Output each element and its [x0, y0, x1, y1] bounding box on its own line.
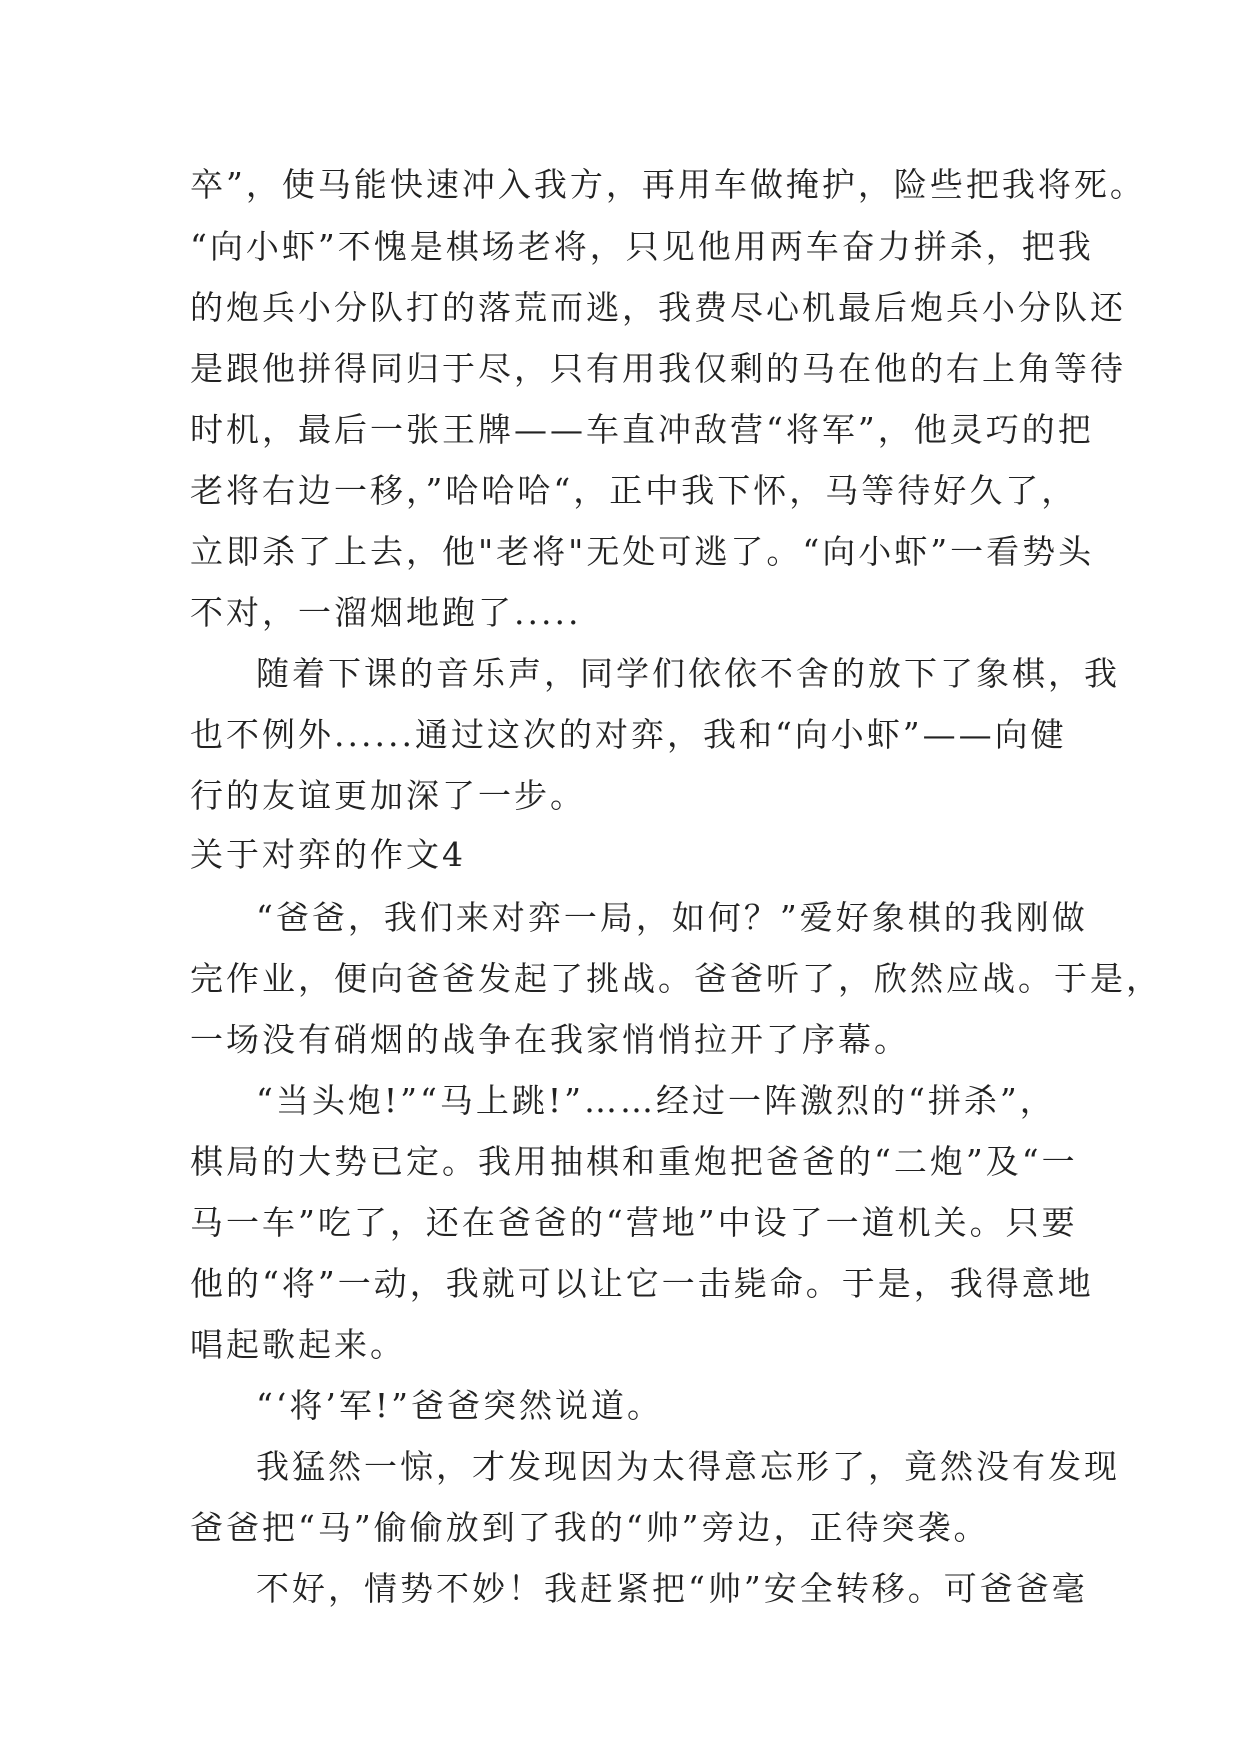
text-line: 行的友谊更加深了一步。 — [190, 776, 586, 815]
section-title: 关于对弈的作文4 — [190, 835, 466, 874]
text-line: “向小虾”不愧是棋场老将，只见他用两车奋力拼杀，把我 — [190, 227, 1094, 266]
text-line: 老将右边一移，”哈哈哈“，正中我下怀，马等待好久了， — [190, 471, 1078, 510]
paragraph-start-line: 我猛然一惊，才发现因为太得意忘形了，竟然没有发现 — [256, 1447, 1120, 1486]
text-line: 完作业，便向爸爸发起了挑战。爸爸听了，欣然应战。于是， — [190, 959, 1162, 998]
paragraph-start-line: “‘将’军!”爸爸突然说道。 — [256, 1386, 663, 1425]
text-line: 棋局的大势已定。我用抽棋和重炮把爸爸的“二炮”及“一 — [190, 1142, 1078, 1181]
text-line: 一场没有硝烟的战争在我家悄悄拉开了序幕。 — [190, 1020, 910, 1059]
text-line: 也不例外......通过这次的对弈，我和“向小虾”——向健 — [190, 715, 1067, 754]
text-line: 立即杀了上去，他"老将"无处可逃了。“向小虾”一看势头 — [190, 532, 1095, 571]
paragraph-start-line: “当头炮!”“马上跳!”……经过一阵激烈的“拼杀”， — [256, 1081, 1056, 1120]
text-line: 唱起歌起来。 — [190, 1325, 406, 1364]
text-line: 马一车”吃了，还在爸爸的“营地”中设了一道机关。只要 — [190, 1203, 1078, 1242]
text-line: 爸爸把“马”偷偷放到了我的“帅”旁边，正待突袭。 — [190, 1508, 990, 1547]
text-line: 的炮兵小分队打的落荒而逃，我费尽心机最后炮兵小分队还 — [190, 288, 1126, 327]
paragraph-start-line: 随着下课的音乐声，同学们依依不舍的放下了象棋，我 — [256, 654, 1120, 693]
text-line: 时机，最后一张王牌——车直冲敌营“将军”，他灵巧的把 — [190, 410, 1094, 449]
paragraph-start-line: 不好，情势不妙！我赶紧把“帅”安全转移。可爸爸毫 — [256, 1569, 1088, 1608]
text-line: 他的“将”一动，我就可以让它一击毙命。于是，我得意地 — [190, 1264, 1094, 1303]
text-line: 是跟他拼得同归于尽，只有用我仅剩的马在他的右上角等待 — [190, 349, 1126, 388]
paragraph-start-line: “爸爸，我们来对弈一局，如何？”爱好象棋的我刚做 — [256, 898, 1088, 937]
text-line: 卒”，使马能快速冲入我方，再用车做掩护，险些把我将死。 — [190, 165, 1146, 204]
text-line: 不对，一溜烟地跑了..... — [190, 593, 582, 632]
